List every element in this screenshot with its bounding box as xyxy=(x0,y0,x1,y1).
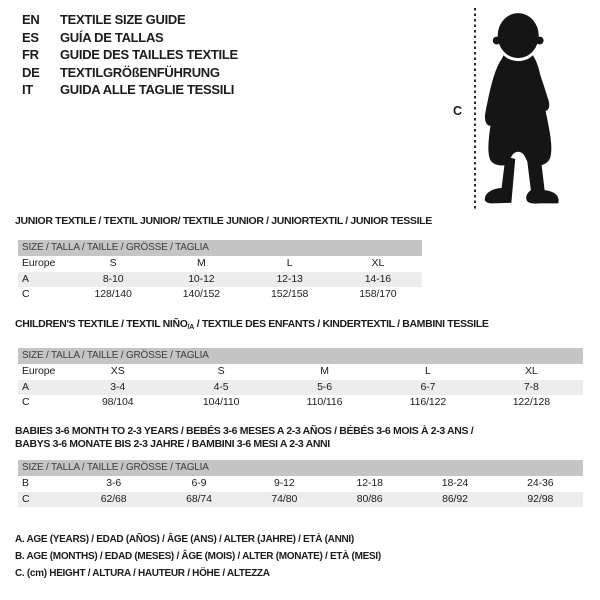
table-cell: 110/116 xyxy=(306,396,343,408)
table-cell: 140/152 xyxy=(182,288,220,300)
measurement-legend xyxy=(15,531,381,582)
table-size-header: SIZE / TALLA / TAILLE / GRÖSSE / TAGLIA xyxy=(18,348,583,364)
babies-size-table xyxy=(18,460,583,507)
row-label: C xyxy=(22,396,30,408)
lang-code: EN xyxy=(22,12,40,27)
table-cell: XL xyxy=(371,257,385,269)
table-cell: 3-6 xyxy=(106,477,122,489)
table-row xyxy=(18,476,583,492)
table-cell: 8-10 xyxy=(102,272,124,285)
table-cell: 104/110 xyxy=(202,396,240,408)
table-cell: S xyxy=(217,365,225,377)
row-label: Europe xyxy=(22,257,56,269)
children-size-table xyxy=(18,348,583,411)
table-cell: 14-16 xyxy=(364,272,392,285)
table-cell: 158/170 xyxy=(359,288,397,300)
legend-line-c: C. (cm) HEIGHT / ALTURA / HAUTEUR / HÖHE / ALTEZZA xyxy=(15,568,270,579)
row-label: A xyxy=(22,380,29,393)
height-dotted-line xyxy=(474,8,476,210)
table-row xyxy=(18,380,583,396)
table-cell: 122/128 xyxy=(512,396,550,408)
table-cell: 4-5 xyxy=(213,380,229,393)
language-title-block xyxy=(22,11,238,99)
table-cell: 80/86 xyxy=(356,492,383,505)
lang-label: GUIDE DES TAILLES TEXTILE xyxy=(60,47,238,62)
table-cell: 86/92 xyxy=(442,492,468,505)
table-cell: L xyxy=(286,257,293,269)
baby-silhouette-image xyxy=(482,8,570,208)
section-title-line2: BABYS 3-6 MONATE BIS 2-3 JAHRE / BAMBINI 3-6 MESI A 2-3 ANNI xyxy=(15,438,330,450)
lang-label: GUIDA ALLE TAGLIE TESSILI xyxy=(60,82,235,97)
title-subscript: /A xyxy=(187,324,195,331)
table-cell: 74/80 xyxy=(271,492,298,505)
table-row xyxy=(18,364,583,380)
table-cell: 6-9 xyxy=(191,477,207,489)
row-label: B xyxy=(22,477,29,489)
legend-line-a: A. AGE (YEARS) / EDAD (AÑOS) / ÂGE (ANS) / ALTER (JAHRE) / ETÀ (ANNI) xyxy=(15,534,354,545)
table-row xyxy=(18,395,583,411)
title-part: / TEXTILE DES ENFANTS / KINDERTEXTIL / BAMBINI TESSILE xyxy=(194,318,489,330)
table-cell: 7-8 xyxy=(523,380,539,393)
row-label: C xyxy=(22,492,30,505)
table-cell: 18-24 xyxy=(441,477,469,489)
table-cell: S xyxy=(109,257,117,269)
table-cell: 68/74 xyxy=(186,492,212,505)
table-cell: 12-13 xyxy=(276,272,303,285)
table-cell: M xyxy=(320,365,329,377)
lang-row-fr xyxy=(22,46,238,64)
table-cell: 9-12 xyxy=(274,477,295,489)
title-part: CHILDREN'S TEXTILE / TEXTIL NIÑO xyxy=(15,318,188,330)
lang-code: IT xyxy=(22,82,33,97)
table-cell: 24-36 xyxy=(527,477,554,489)
lang-row-es xyxy=(22,29,238,47)
table-cell: 6-7 xyxy=(420,380,436,393)
lang-code: DE xyxy=(22,64,40,80)
table-cell: 3-4 xyxy=(110,380,126,393)
row-label: A xyxy=(22,272,29,285)
table-size-header: SIZE / TALLA / TAILLE / GRÖSSE / TAGLIA xyxy=(18,460,583,476)
table-cell: 12-18 xyxy=(356,477,383,489)
table-cell: 5-6 xyxy=(317,380,332,393)
table-cell: 128/140 xyxy=(94,288,132,300)
table-cell: 10-12 xyxy=(188,272,215,285)
row-label: C xyxy=(22,288,30,300)
table-cell: 116/122 xyxy=(409,396,447,408)
table-cell: 62/68 xyxy=(100,492,127,505)
table-cell: XL xyxy=(525,365,538,377)
legend-line-b: B. AGE (MONTHS) / EDAD (MESES) / ÂGE (MOIS) / ALTER (MONATE) / ETÀ (MESI) xyxy=(15,551,381,562)
section-babies-textile xyxy=(15,425,583,507)
lang-label: TEXTILGRÖßENFÜHRUNG xyxy=(60,64,220,80)
lang-label: TEXTILE SIZE GUIDE xyxy=(60,12,186,27)
row-label: Europe xyxy=(22,365,56,377)
lang-code: ES xyxy=(22,29,39,45)
lang-row-de xyxy=(22,64,238,82)
table-size-header: SIZE / TALLA / TAILLE / GRÖSSE / TAGLIA xyxy=(18,240,422,256)
table-cell: L xyxy=(425,365,431,377)
table-row xyxy=(18,272,422,288)
section-title-line1: BABIES 3-6 MONTH TO 2-3 YEARS / BEBÉS 3-6 MESES A 2-3 AÑOS / BÉBÉS 3-6 MOIS À 2-3 ANS / xyxy=(15,425,474,437)
lang-row-en xyxy=(22,11,238,29)
table-row xyxy=(18,492,583,508)
table-cell: 92/98 xyxy=(527,492,554,505)
section-title xyxy=(15,318,583,334)
section-children-textile xyxy=(15,318,583,411)
section-junior-textile xyxy=(15,215,432,303)
table-cell: 98/104 xyxy=(101,396,134,408)
lang-label: GUÍA DE TALLAS xyxy=(60,29,164,45)
height-measure-label: C xyxy=(453,104,463,118)
junior-size-table xyxy=(18,240,422,303)
section-title: JUNIOR TEXTILE / TEXTIL JUNIOR/ TEXTILE JUNIOR / JUNIORTEXTIL / JUNIOR TESSILE xyxy=(15,215,432,227)
table-row xyxy=(18,287,422,303)
table-cell: M xyxy=(197,257,206,269)
lang-row-it xyxy=(22,81,238,99)
table-cell: 152/158 xyxy=(270,288,309,300)
table-cell: XS xyxy=(110,365,125,377)
lang-code: FR xyxy=(22,47,39,62)
table-row xyxy=(18,256,422,272)
